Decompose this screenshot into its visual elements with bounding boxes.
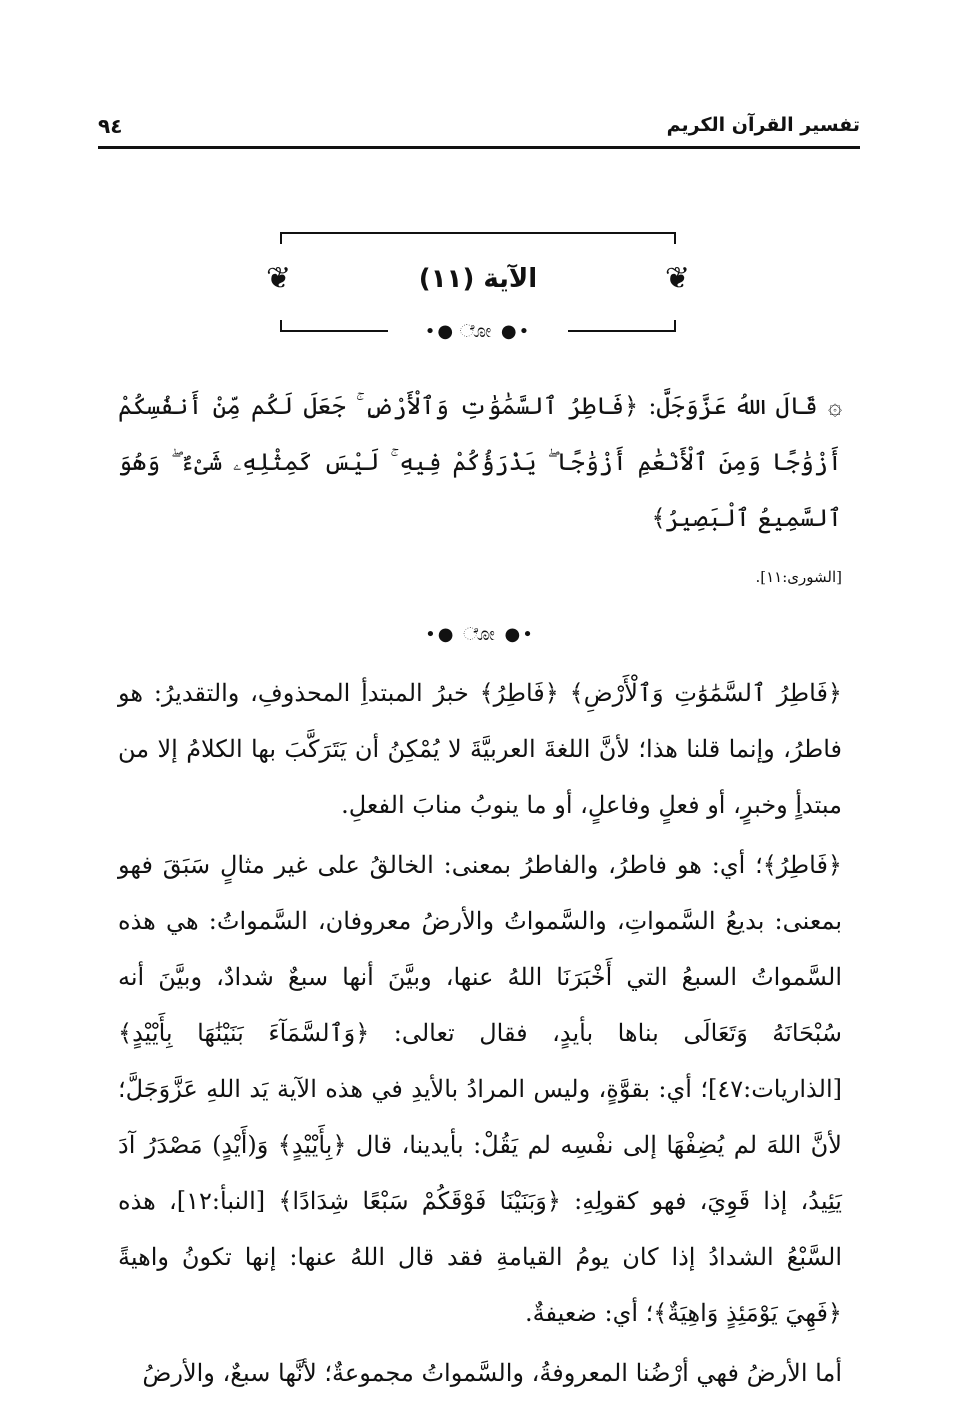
paragraph: أما الأرضُ فهي أرْضُنا المعروفةُ، والسَّمواتُ مجموعةٌ؛ لأنَّها سبعٌ، والأرضُ <box>142 1359 842 1387</box>
section-heading-frame <box>258 232 698 342</box>
verse-marker-icon: ۞ <box>827 392 842 420</box>
paragraph: ﴿فَاطِرُ﴾؛ أي: هو فاطرُ، والفاطرُ بمعنى: الخالقُ على غير مثالٍ سَبَقَ فهو بمعنى: بديعُ السَّمواتِ، والسَّمواتُ والأرضُ معروفان، السَّمواتُ: هي هذه السَّمواتُ السبعُ التي أَخْبَرَنَا اللهُ عنها، وبيَّنَ أنها سبعٌ شدادٌ، وبيَّنَ أنه سُبْحَانَهُ وَتَعَالَى بناها بأيدٍ، فقال تعالى: ﴿وَٱلسَّمَآءَ بَنَيْنَٰهَا بِأَيْيْدٍ﴾ [الذاريات:٤٧]؛ أي: بقوَّةٍ، وليس المرادُ بالأيدِ في هذه الآية يَد اللهِ عَزَّوَجَلَّ؛ لأنَّ اللهَ لم يُضِفْهَا إلى نفْسِه لم يَقُلْ: بأيدينا، قال ﴿بِأَيْيْدٍ﴾ وَ(أَيْدٍ) مَصْدَرُ آدَ يَئِيدُ، إذا قَوِيَ، فهو كقولِهِ: ﴿وَبَنَيْنَا فَوْقَكُمْ سَبْعًا شِدَادًا﴾ [النبأ:١٢]، هذه السَّبْعُ الشدادُ إذا كان يومُ القيامةِ فقد قال اللهُ عنها: إنها تكونُ واهيةً ﴿فَهِيَ يَوْمَئِذٍ وَاهِيَةٌ﴾؛ أي: ضعيفةٌ. <box>118 851 842 1327</box>
verse-paragraph <box>118 378 842 546</box>
ornament-icon: ❦ <box>266 261 292 296</box>
verse-reference: [الشورى:١١]. <box>755 568 842 586</box>
page-body <box>118 378 842 1401</box>
running-header <box>98 112 860 146</box>
section-separator: •● ೋ ●• <box>425 624 535 645</box>
section-heading: الآية (١١) <box>418 264 538 294</box>
page-number: ٩٤ <box>98 114 123 138</box>
book-title: تفسير القرآن الكريم <box>666 114 860 136</box>
header-rule <box>98 146 860 149</box>
paragraph: ﴿فَاطِرُ ٱلسَّمَٰوَٰتِ وَٱلْأَرْضِ﴾ ﴿فَاطِرُ﴾ خبرُ المبتدأِ المحذوفِ، والتقديرُ: هو فاطرُ، وإنما قلنا هذا؛ لأنَّ اللغةَ العربيَّةَ لا يُمْكِنُ أن يَتَرَكَّبَ بها الكلامُ إلا من مبتدأٍ وخبرٍ، أو فعلٍ وفاعلٍ، أو ما ينوبُ منابَ الفعلِ. <box>118 679 842 819</box>
verse-text: قَالَ اللهُ عَزَّوَجَلَّ: ﴿فَاطِرُ ٱلسَّمَٰوَٰتِ وَٱلْأَرْضِ ۚ جَعَلَ لَكُم مِّنْ أَنفُسِكُمْ أَزْوَٰجًا وَمِنَ ٱلْأَنْعَٰمِ أَزْوَٰجًا ۖ يَذْرَؤُكُمْ فِيهِ ۚ لَيْسَ كَمِثْلِهِۦ شَىْءٌ ۖ وَهُوَ ٱلسَّمِيعُ ٱلْبَصِيرُ﴾ <box>118 392 842 532</box>
ornament-icon: ❦ <box>664 261 690 296</box>
heading-separator: •● ೋ ●• <box>424 321 532 342</box>
